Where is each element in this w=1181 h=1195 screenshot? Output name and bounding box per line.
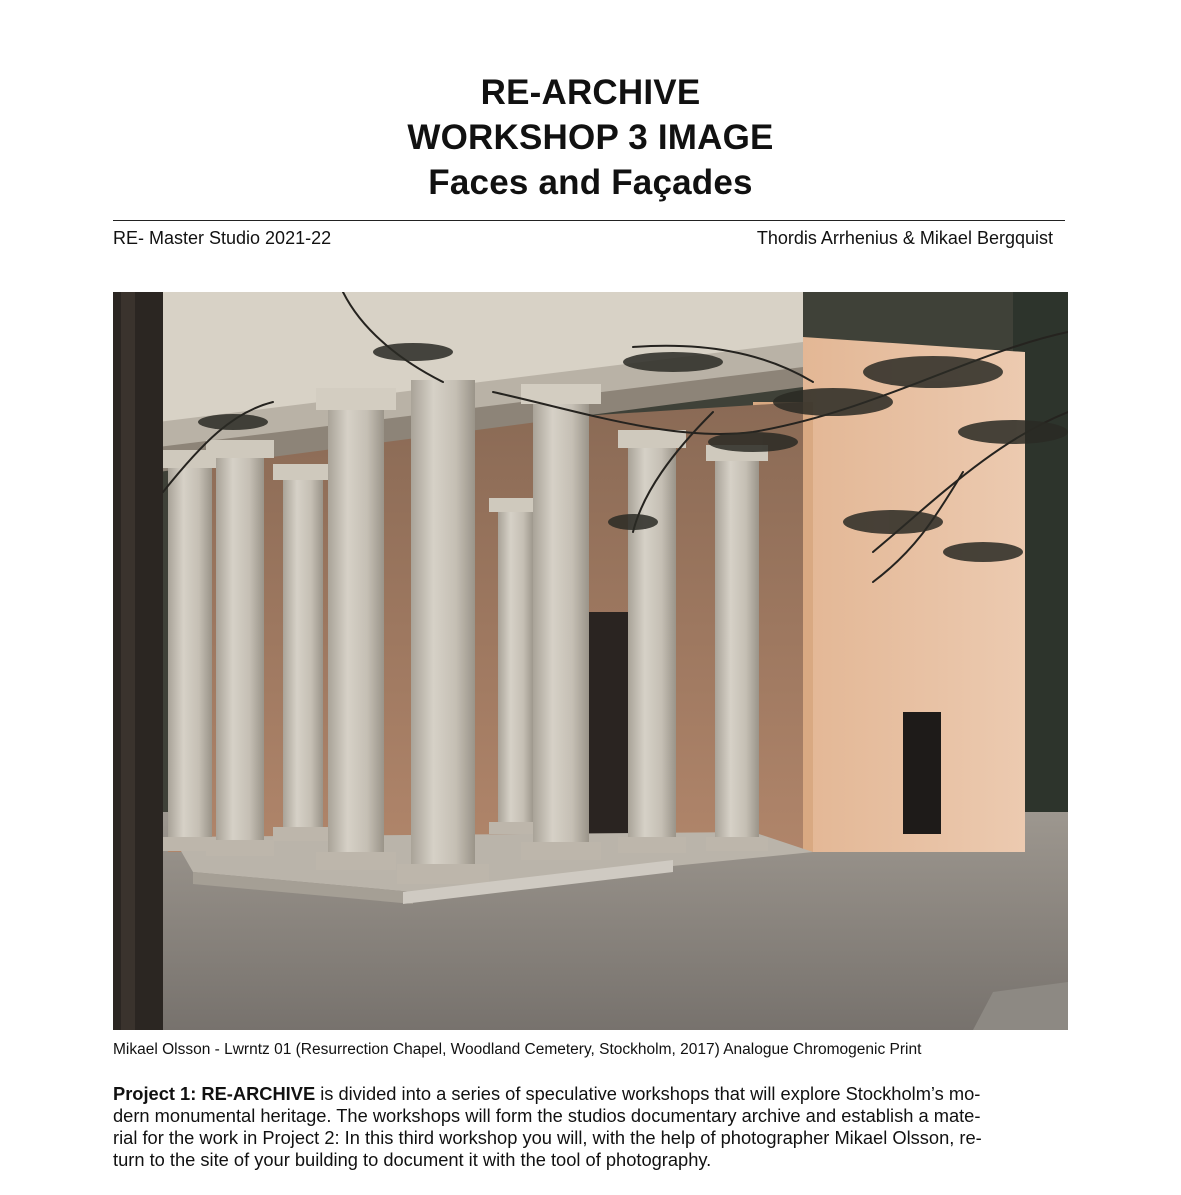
column bbox=[206, 440, 274, 856]
column bbox=[706, 445, 768, 851]
authors-label: Thordis Arrhenius & Mikael Bergquist bbox=[756, 228, 1053, 248]
column bbox=[521, 384, 601, 860]
column bbox=[618, 430, 686, 853]
project-description bbox=[113, 1083, 1063, 1171]
title-line-1: RE-ARCHIVE bbox=[480, 73, 701, 112]
body-line-1 bbox=[113, 1083, 1063, 1105]
column bbox=[316, 388, 396, 870]
project-title-bold: Project 1: RE-ARCHIVE bbox=[113, 1083, 316, 1104]
title-line-3: Faces and Façades bbox=[428, 163, 753, 202]
title-line-2: WORKSHOP 3 IMAGE bbox=[407, 118, 774, 157]
photo-caption: Mikael Olsson - Lwrntz 01 (Resurrection Chapel, Woodland Cemetery, Stockholm, 2017) Analogue Chromogenic Print bbox=[113, 1041, 922, 1058]
studio-label: RE- Master Studio 2021-22 bbox=[113, 228, 332, 248]
body-line-2: dern monumental heritage. The workshops will form the studios documentary archive and establish a mate- bbox=[113, 1105, 981, 1126]
body-line-3: rial for the work in Project 2: In this third workshop you will, with the help of photographer Mikael Olsson, re- bbox=[113, 1127, 982, 1148]
body-line-1-text: is divided into a series of speculative workshops that will explore Stockholm’s mo- bbox=[315, 1083, 981, 1104]
chapel-photograph bbox=[113, 292, 1068, 1030]
body-line-4: turn to the site of your building to document it with the tool of photography. bbox=[113, 1149, 712, 1170]
header-divider bbox=[113, 220, 1065, 221]
title-block bbox=[0, 70, 1181, 205]
